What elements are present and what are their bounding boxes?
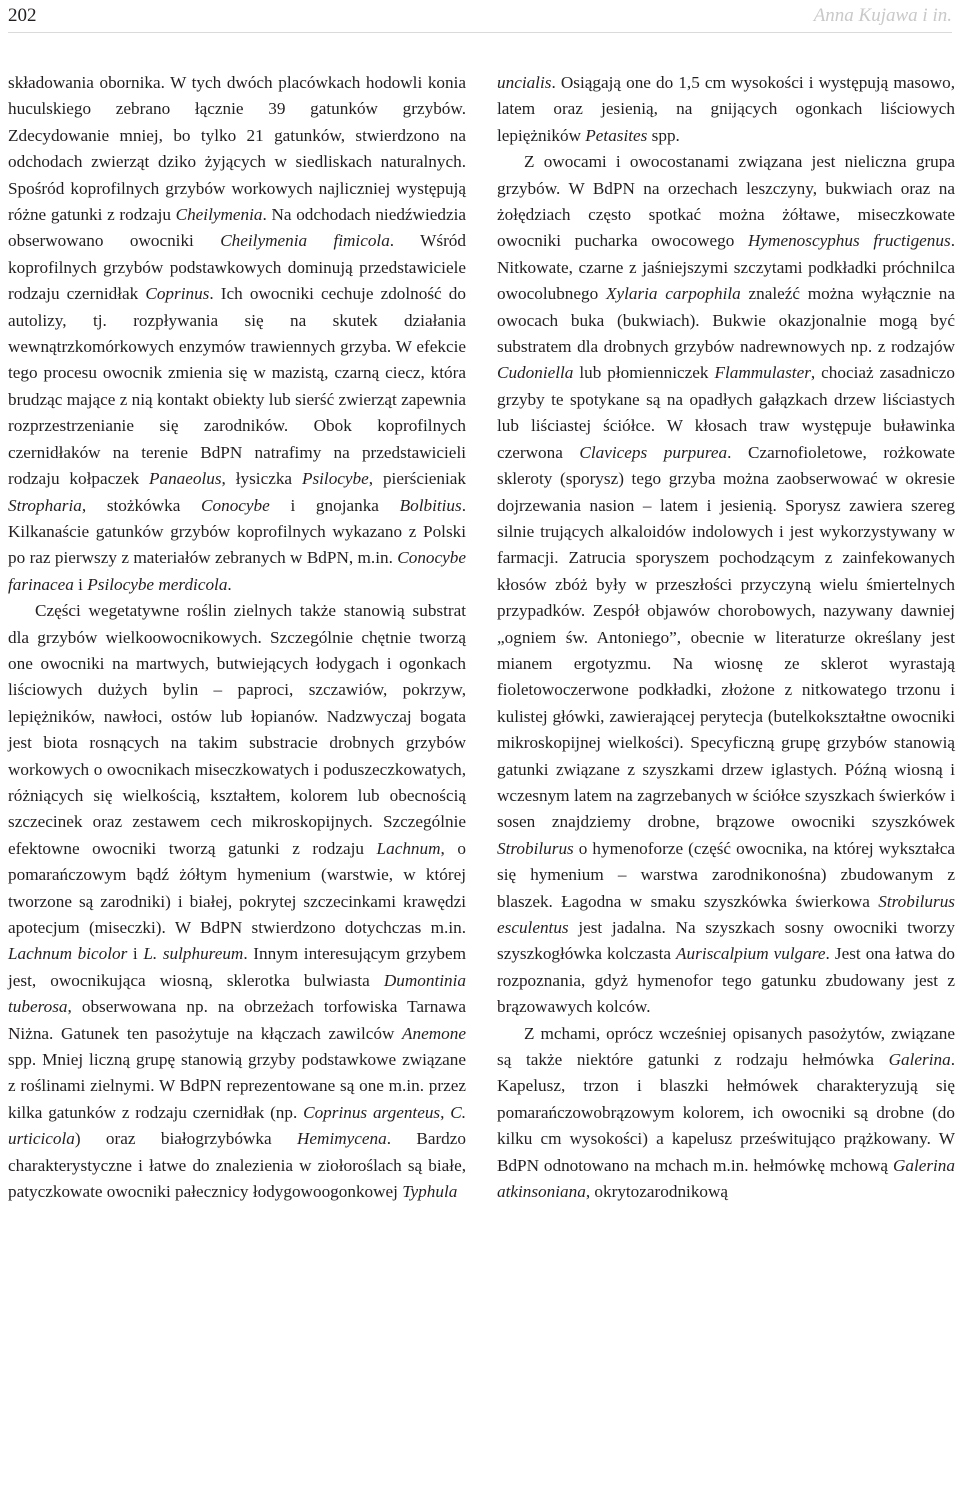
text-run: Z mchami, oprócz wcześniej opisanych pasożytów, związane są także niektóre gatunki z rodzaju hełmówka bbox=[497, 1023, 955, 1070]
italic-taxon: Stropharia bbox=[8, 495, 82, 515]
text-run: ) oraz białogrzybówka bbox=[74, 1129, 297, 1149]
text-run: lub płomienniczek bbox=[573, 363, 715, 383]
paragraph bbox=[8, 70, 466, 598]
italic-taxon: Bolbitius bbox=[399, 495, 462, 515]
italic-taxon: Panaeolus bbox=[148, 469, 222, 489]
text-run: , bbox=[440, 1102, 451, 1122]
text-run: . Czarnofioletowe, rożkowate skleroty (sporysz) tego grzyba można zaobserwować w okresie dojrzewania nasion – latem i jesienią. Sporysz zawiera szereg silnie trujących alkaloidów indolowych i jest wykorzystywany w farmacji. Zatrucia sporyszem pochodzącym z zainfekowanych kłosów zbóż były w przeszłości przyczyną wielu śmiertelnych przypadków. Zespół objawów chorobowych, nazywany dawniej „ogniem św. Antoniego”, obecnie w literaturze określany jest mianem ergotyzmu. Na wiosnę ze sklerot wyrastają fioletowoczerwone podkładki, złożone z nitkowatego trzonu i kulistej główki, zawierającej perytecja (butelkokształtne owocniki mikroskopijnej wielkości). Specyficzną grupę grzybów stanowią gatunki związane z szyszkami drzew iglastych. Późną wiosną i wczesnym latem na zagrzebanych w ściółce szyszkach świerków i sosen znajdziemy drobne, brązowe owocniki szyszkówek bbox=[497, 442, 955, 832]
italic-taxon: uncialis bbox=[497, 73, 552, 92]
text-run: . Nitkowate, czarne z jaśniejszymi szczytami podkładki próchnilca owocolubnego bbox=[497, 231, 955, 304]
paragraph bbox=[8, 598, 466, 1205]
italic-taxon: Hymenoscyphus fructigenus bbox=[748, 231, 951, 251]
text-run: . Kapelusz, trzon i blaszki hełmówek charakteryzują się pomarańczowobrązowym kolorem, ich owocniki są drobne (do kilku cm wysokości) a kapelusz prześwitująco prążkowany. W BdPN odnotowano na mchach m.in. hełmówkę mchową bbox=[497, 1050, 955, 1175]
text-run: . Ich owocniki cechuje zdolność do autolizy, tj. rozpływania się na skutek działania wewnątrzkomórkowych enzymów trawiennych grzyba. W efekcie tego procesu owocnik zmienia się w mazistą, czarną ciecz, która brudząc mające z nią kontakt obiekty lub sierść zwierząt zapewnia rozprzestrzenianie się zarodników. Obok koprofilnych czernidłaków na terenie BdPN natrafimy na przedstawicieli rodzaju kołpaczek bbox=[8, 284, 466, 489]
paragraph bbox=[497, 149, 955, 1020]
italic-taxon: Petasites bbox=[585, 125, 648, 145]
running-head: Anna Kujawa i in. bbox=[813, 5, 952, 26]
italic-taxon: Coprinus bbox=[145, 284, 210, 304]
page-header bbox=[8, 2, 952, 30]
text-run: . bbox=[227, 574, 232, 594]
italic-taxon: Auriscalpium vulgare bbox=[676, 944, 826, 964]
text-run: . Kilkanaście gatunków grzybów koprofilnych wykazano z Polski po raz pierwszy z materiałów zebranych w BdPN, m.in. bbox=[8, 495, 466, 568]
paragraph bbox=[497, 70, 955, 149]
text-run: spp. Mniej liczną grupę stanowią grzyby podstawkowe związane z roślinami zielnymi. W BdPN reprezentowane są one m.in. przez kilka gatunków z rodzaju czernidłak (np. bbox=[8, 1050, 466, 1122]
right-column bbox=[497, 70, 955, 1205]
text-run: jest jadalna. Na szyszkach sosny owocniki tworzy szyszkogłówka kolczasta bbox=[497, 918, 955, 964]
italic-taxon: Xylaria carpophila bbox=[605, 284, 741, 304]
text-run: i bbox=[127, 944, 144, 964]
page-number: 202 bbox=[8, 5, 37, 26]
text-run: , chociaż zasadniczo grzyby te spotykane są na opadłych gałązkach drzew liściastych lub liściastej ściółce. W kłosach traw występuje buławinka czerwona bbox=[497, 363, 955, 462]
text-run: , pierścieniak bbox=[368, 469, 466, 489]
italic-taxon: Typhula bbox=[402, 1182, 458, 1202]
text-run: o hymenoforze (część owocnika, na której wykształca się hymenium – warstwa zarodnikonośna) zbudowanym z blaszek. Łagodna w smaku szyszkówka świerkowa bbox=[497, 838, 955, 911]
italic-taxon: Psilocybe merdicola bbox=[87, 574, 228, 594]
text-run: i bbox=[73, 574, 88, 594]
italic-taxon: Flammulaster bbox=[714, 363, 811, 383]
italic-taxon: Cudoniella bbox=[497, 363, 574, 383]
text-run: , obserwowana np. na obrzeżach torfowiska Tarnawa Niżna. Gatunek ten pasożytuje na kłączach zawilców bbox=[8, 997, 466, 1043]
text-run: , stożkówka bbox=[81, 495, 202, 515]
text-run: . Jest ona łatwa do rozpoznania, gdyż hymenofor tego gatunku zbudowany jest z brązowawych kolców. bbox=[497, 944, 955, 1017]
paragraph bbox=[497, 1021, 955, 1206]
header-rule bbox=[8, 32, 952, 33]
italic-taxon: C. urticicola bbox=[8, 1102, 467, 1149]
italic-taxon: L. sulphureum bbox=[143, 944, 244, 964]
text-run: znaleźć można wyłącznie na owocach buka (bukwiach). Bukwie okazjonalnie mogą być substratem dla drobnych grzybów nadrewnowych np. z rodzajów bbox=[497, 284, 955, 357]
italic-taxon: Lachnum bbox=[376, 838, 441, 858]
italic-taxon: Psilocybe bbox=[301, 469, 369, 489]
italic-taxon: Dumontinia tuberosa bbox=[8, 970, 466, 1017]
italic-taxon: Conocybe bbox=[201, 495, 270, 515]
italic-taxon: Claviceps purpurea bbox=[579, 442, 728, 462]
text-run: , o pomarańczowym bądź żółtym hymenium (warstwie, w której tworzone są zarodniki) i białej, pokrytej szczecinkami krawędzi apotecjum (miseczki). W BdPN stwierdzono dotychczas m.in. bbox=[8, 838, 467, 937]
italic-taxon: Hemimycena bbox=[296, 1129, 387, 1149]
left-column bbox=[8, 70, 466, 1205]
text-run: składowania obornika. W tych dwóch placówkach hodowli konia huculskiego zebrano łącznie 39 gatunków grzybów. Zdecydowanie mniej, bo tylko 21 gatunków, stwierdzono na odchodach zwierząt dziko żyjących w siedliskach naturalnych. Spośród koprofilnych grzybów workowych najliczniej występują różne gatunki z rodzaju bbox=[8, 73, 466, 225]
text-run: . Wśród koprofilnych grzybów podstawkowych dominują przedstawiciele rodzaju czernidłak bbox=[8, 231, 466, 304]
text-run: , łysiczka bbox=[221, 469, 302, 489]
text-run: . Osiągają one do 1,5 cm wysokości i występują masowo, latem oraz jesienią, na gnijących ogonkach liściowych lepiężników bbox=[497, 73, 955, 145]
text-run: Części wegetatywne roślin zielnych także stanowią substrat dla grzybów wielkoowocnikowych. Szczególnie chętnie tworzą one owocniki na martwych, butwiejących łodygach i ogonkach liściowych dużych bylin – paproci, szczawiów, pokrzyw, lepiężników, nawłoci, ostów lub łopianów. Nadzwyczaj bogata jest biota rosnących na takim substracie drobnych grzybów workowych o owocnikach miseczkowatych i poduszeczkowatych, różniących się wielkością, kształtem, kolorem lub obecnością szczecinek oraz zestawem cech mikroskopijnych. Szczególnie efektowne owocniki tworzą gatunki z rodzaju bbox=[8, 601, 466, 858]
text-run: . Innym interesującym grzybem jest, owocnikująca wiosną, sklerotka bulwiasta bbox=[8, 944, 466, 990]
italic-taxon: Conocybe farinacea bbox=[8, 548, 466, 594]
italic-taxon: Galerina atkinsoniana bbox=[497, 1155, 955, 1202]
italic-taxon: Galerina bbox=[888, 1050, 951, 1070]
italic-taxon: Coprinus argenteus bbox=[303, 1102, 441, 1122]
text-run: , okrytozarodnikową bbox=[585, 1182, 729, 1202]
italic-taxon: Strobilurus bbox=[497, 838, 574, 858]
text-run: i gnojanka bbox=[269, 495, 400, 515]
text-run: spp. bbox=[647, 125, 680, 145]
italic-taxon: Cheilymenia bbox=[175, 205, 263, 225]
italic-taxon: Cheilymenia fimicola bbox=[220, 231, 390, 251]
text-run: . Bardzo charakterystyczne i łatwe do znalezienia w ziołoroślach są białe, patyczkowate owocniki pałecznicy łodygowoogonkowej bbox=[8, 1129, 466, 1202]
italic-taxon: Anemone bbox=[402, 1023, 466, 1043]
text-run: Z owocami i owocostanami związana jest nieliczna grupa grzybów. W BdPN na orzechach leszczyny, bukwiach oraz na żołędziach często spotkać można żółtawe, miseczkowate owocniki pucharka owocowego bbox=[497, 152, 955, 251]
italic-taxon: Lachnum bicolor bbox=[8, 944, 128, 964]
text-run: . Na odchodach niedźwiedzia obserwowano owocniki bbox=[8, 205, 466, 251]
italic-taxon: Strobilurus esculentus bbox=[497, 891, 955, 937]
